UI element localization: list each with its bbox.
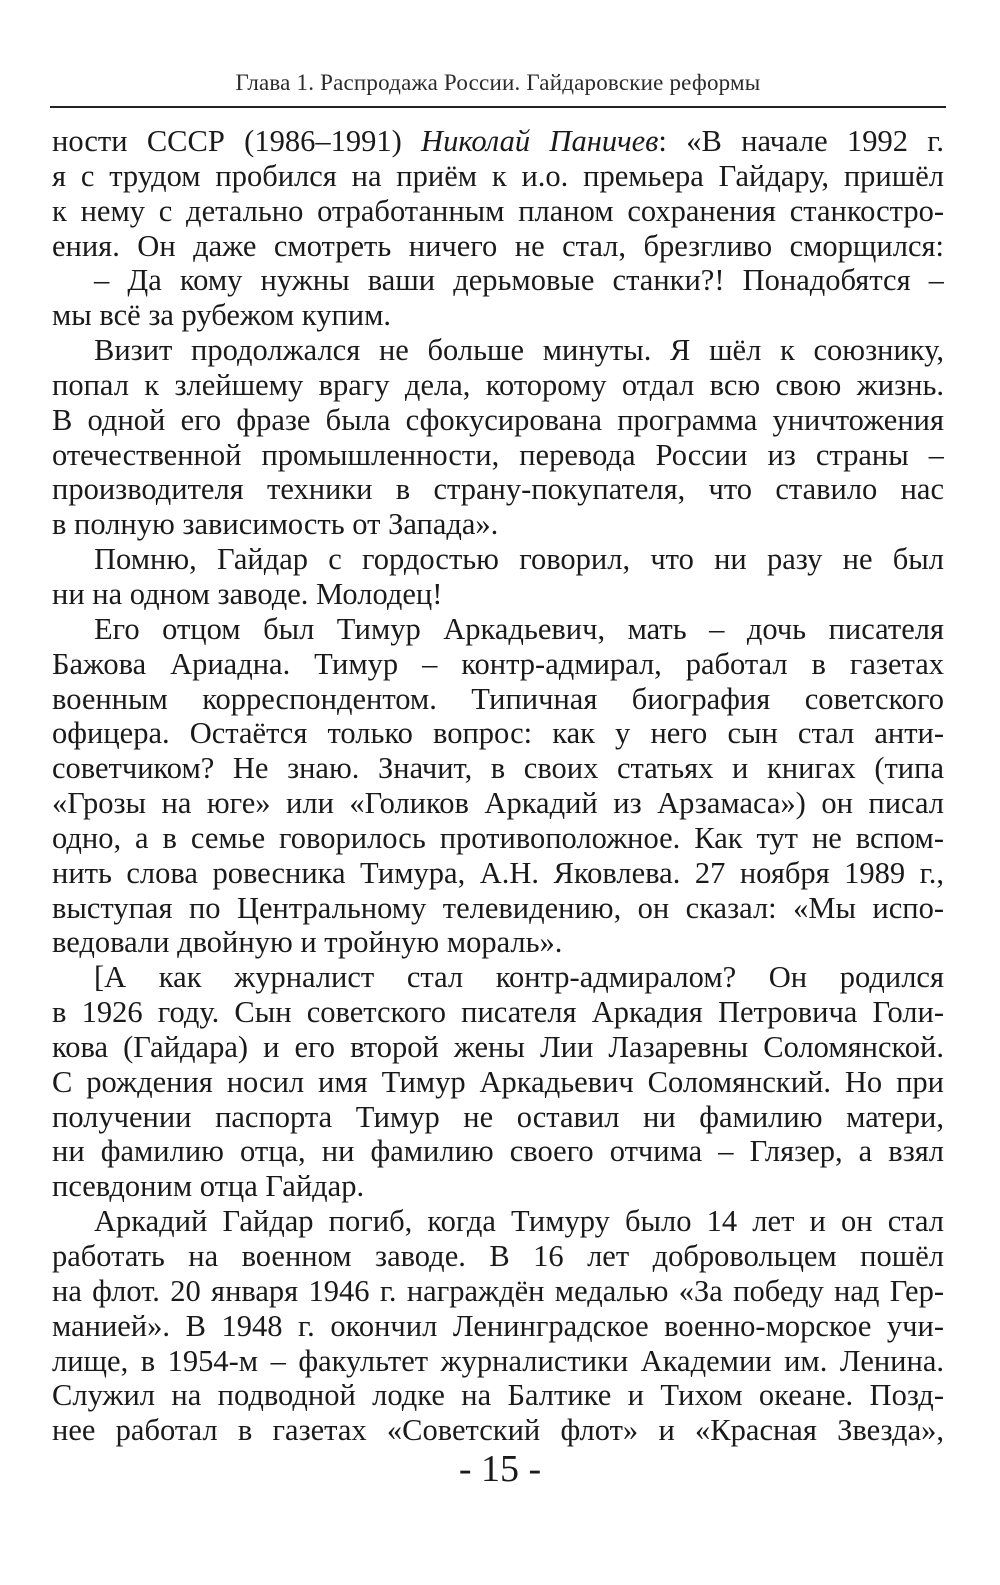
text-line: Помню, Гайдар с гордостью говорил, что ни разу не был [94, 542, 944, 577]
text-run: : «В начале 1992 г. [658, 124, 944, 158]
text-line: нить слова ровесника Тимура, А.Н. Яковлева. 27 ноября 1989 г., [52, 855, 944, 890]
text-line: на флот. 20 января 1946 г. награждён медалью «За победу над Гер- [52, 1273, 944, 1308]
text-line: С рождения носил имя Тимур Аркадьевич Соломянский. Но при [52, 1064, 944, 1099]
text-line: лище, в 1954-м – факультет журналистики Академии им. Ленина. [52, 1343, 944, 1378]
text-line: Аркадий Гайдар погиб, когда Тимуру было 14 лет и он стал [94, 1204, 944, 1239]
text-line: военным корреспондентом. Типичная биография советского [52, 681, 944, 716]
quoted-person-name: Николай Паничев [421, 124, 659, 158]
text-line: Его отцом был Тимур Аркадьевич, мать – дочь писателя [94, 611, 944, 646]
text-line [52, 124, 944, 159]
text-line: в полную зависимость от Запада». [52, 507, 499, 542]
text-line: Бажова Ариадна. Тимур – контр-адмирал, работал в газетах [52, 646, 944, 681]
text-line: мы всё за рубежом купим. [52, 298, 392, 333]
text-line: ни фамилию отца, ни фамилию своего отчима – Глязер, а взял [52, 1134, 944, 1169]
text-line: – Да кому нужны ваши дерьмовые станки?! Понадобятся – [94, 263, 944, 298]
chapter-title: Глава 1. Распродажа России. Гайдаровские реформы [235, 70, 761, 95]
text-line: В одной его фразе была сфокусирована программа уничтожения [52, 402, 944, 437]
running-header [50, 66, 946, 108]
text-line: к нему с детально отработанным планом сохранения станкостро- [52, 193, 944, 228]
text-line: ения. Он даже смотреть ничего не стал, брезгливо сморщился: [52, 228, 944, 263]
text-line: псевдоним отца Гайдар. [52, 1169, 365, 1204]
text-line: работать на военном заводе. В 16 лет добровольцем пошёл [52, 1239, 944, 1273]
page-body [52, 124, 944, 1448]
text-line: Визит продолжался не больше минуты. Я шёл к союзнику, [94, 333, 944, 368]
page-number: - 15 - [458, 1448, 542, 1490]
text-line: советчиком? Не знаю. Значит, в своих статьях и книгах (типа [52, 751, 944, 786]
text-line: «Грозы на юге» или «Голиков Аркадий из Арзамаса») он писал [52, 786, 944, 821]
text-line: одно, а в семье говорилось противоположное. Как тут не вспом- [52, 820, 944, 855]
text-line: получении паспорта Тимур не оставил ни фамилию матери, [52, 1099, 944, 1134]
text-line: отечественной промышленности, перевода России из страны – [52, 437, 944, 472]
text-line: попал к злейшему врагу дела, которому отдал всю свою жизнь. [52, 367, 944, 402]
text-line: Служил на подводной лодке на Балтике и Тихом океане. Позд- [52, 1378, 944, 1413]
text-line: ведовали двойную и тройную мораль». [52, 925, 563, 960]
text-line: кова (Гайдара) и его второй жены Лии Лазаревны Соломянской. [52, 1029, 944, 1064]
text-line: [А как журналист стал контр-адмиралом? Он родился [94, 960, 944, 995]
text-line: производителя техники в страну-покупателя, что ставило нас [52, 472, 944, 507]
text-line: я с трудом пробился на приём к и.о. премьера Гайдару, пришёл [52, 158, 944, 193]
text-line: манией». В 1948 г. окончил Ленинградское военно-морское учи- [52, 1308, 944, 1343]
text-line: офицера. Остаётся только вопрос: как у него сын стал анти- [52, 716, 944, 751]
text-run: ности СССР (1986–1991) [52, 124, 422, 158]
text-line: выступая по Центральному телевидению, он сказал: «Мы испо- [52, 890, 944, 925]
text-line: нее работал в газетах «Советский флот» и «Красная Звезда», [52, 1413, 944, 1448]
text-line: ни на одном заводе. Молодец! [52, 576, 443, 611]
text-line: в 1926 году. Сын советского писателя Аркадия Петровича Голи- [52, 995, 944, 1030]
